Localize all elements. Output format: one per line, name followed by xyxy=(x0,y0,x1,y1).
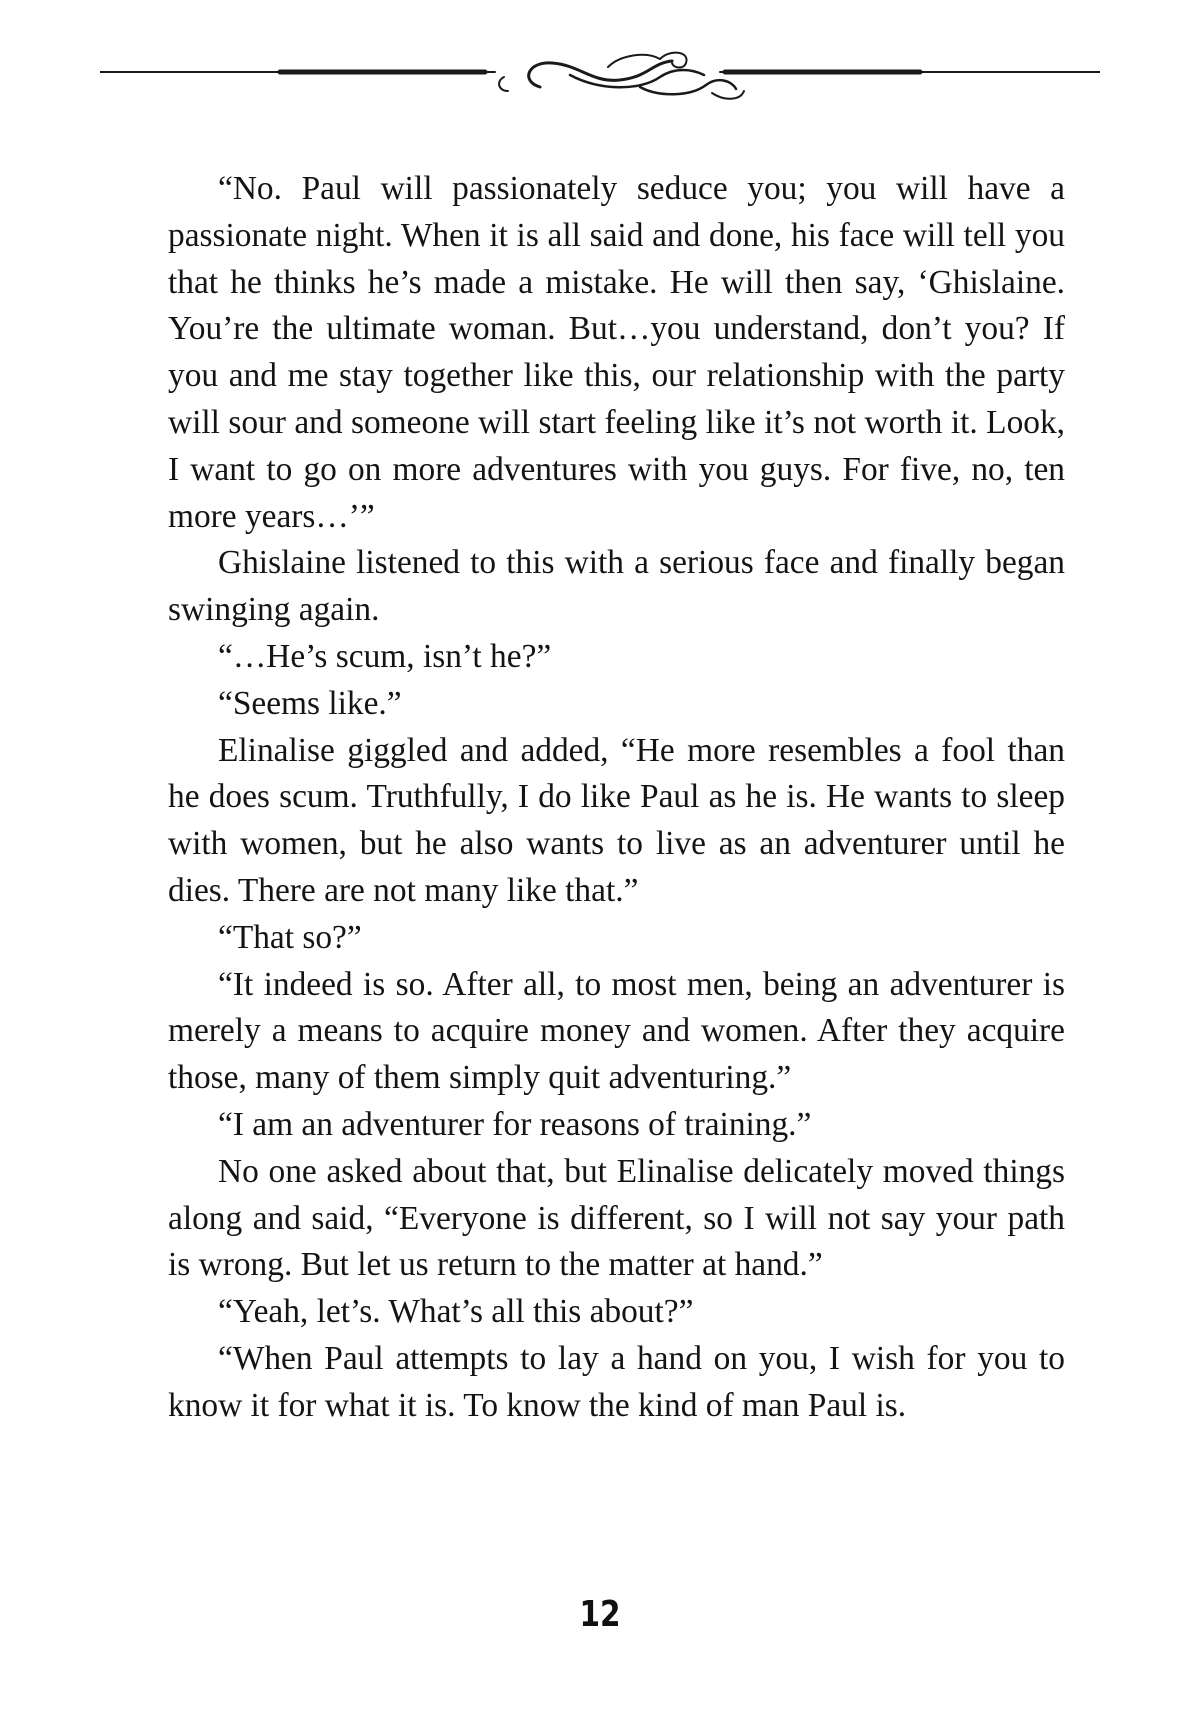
paragraph: “I am an adventurer for reasons of training.” xyxy=(218,1105,812,1143)
paragraph: Ghislaine listened to this with a serious face and finally began swinging again. xyxy=(168,544,1065,629)
paragraph: “When Paul attempts to lay a hand on you, I wish for you to know it for what it is. To know the kind of man Paul is. xyxy=(168,1339,1065,1424)
paragraph: “No. Paul will passionately seduce you; you will have a passionate night. When it is all said and done, his face will tell you that he thinks he’s made a mistake. He will then say, ‘Ghislaine. You’re the ultimate woman. But…you understand, don’t you? If you and me stay together like this, our relationship with the party will sour and someone will start feeling like it’s not worth it. Look, I want to go on more adventures with you guys. For five, no, ten more years…’” xyxy=(168,170,1065,535)
paragraph: “…He’s scum, isn’t he?” xyxy=(218,637,552,675)
paragraph: “That so?” xyxy=(218,918,362,956)
paragraph: “Yeah, let’s. What’s all this about?” xyxy=(218,1293,694,1331)
page-number: 12 xyxy=(579,1594,621,1635)
paragraph: “It indeed is so. After all, to most men, being an adventurer is merely a means to acquire money and women. After they acquire those, many of them simply quit adventuring.” xyxy=(168,965,1065,1097)
body-text xyxy=(168,166,1065,1430)
paragraph: “Seems like.” xyxy=(218,684,402,722)
scroll-flourish-icon xyxy=(100,45,1100,115)
paragraph: Elinalise giggled and added, “He more resembles a fool than he does scum. Truthfully, I do like Paul as he is. He wants to sleep with women, but he also wants to live as an adventurer until he dies. There are not many like that.” xyxy=(168,731,1065,909)
paragraph: No one asked about that, but Elinalise delicately moved things along and said, “Everyone is different, so I will not say your path is wrong. But let us return to the matter at hand.” xyxy=(168,1152,1065,1284)
page-footer xyxy=(100,1590,1100,1640)
